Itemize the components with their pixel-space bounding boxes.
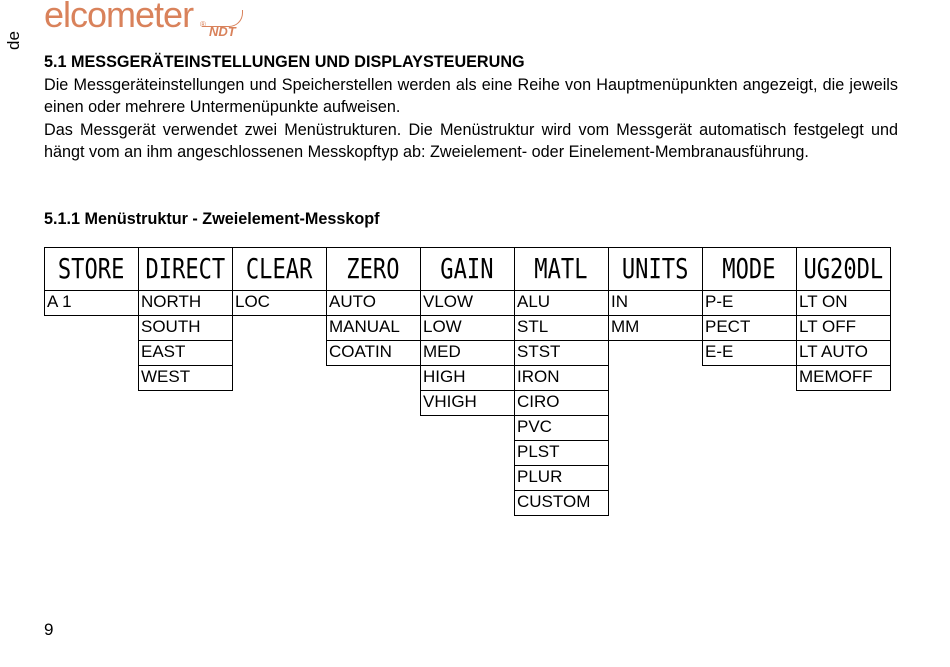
menu-header-label: CLEAR — [245, 252, 313, 286]
menu-header-direct — [138, 247, 233, 291]
menu-item-coatin: COATIN — [326, 341, 421, 366]
menu-item-vhigh: VHIGH — [420, 391, 515, 416]
menu-header-label: UNITS — [621, 252, 689, 286]
menu-item-lt-on: LT ON — [796, 291, 891, 316]
menu-header-label: ZERO — [346, 252, 400, 286]
menu-item-in: IN — [608, 291, 703, 316]
subsection-heading: 5.1.1 Menüstruktur - Zweielement-Messkopf — [44, 210, 380, 228]
menu-item-med: MED — [420, 341, 515, 366]
menu-header-label: MATL — [534, 252, 588, 286]
menu-item-plur: PLUR — [514, 466, 609, 491]
logo-wordmark: elcometer — [44, 0, 194, 35]
menu-item-manual: MANUAL — [326, 316, 421, 341]
menu-item-pvc: PVC — [514, 416, 609, 441]
menu-item-ciro: CIRO — [514, 391, 609, 416]
menu-item-iron: IRON — [514, 366, 609, 391]
menu-header-zero — [326, 247, 421, 291]
menu-header-units — [608, 247, 703, 291]
menu-header-label: STORE — [58, 252, 125, 286]
menu-item-high: HIGH — [420, 366, 515, 391]
menu-item-lt-off: LT OFF — [796, 316, 891, 341]
menu-item-lt-auto: LT AUTO — [796, 341, 891, 366]
menu-header-matl — [514, 247, 609, 291]
menu-header-clear — [232, 247, 327, 291]
menu-item-custom: CUSTOM — [514, 491, 609, 516]
menu-item-plst: PLST — [514, 441, 609, 466]
menu-item-loc: LOC — [232, 291, 327, 316]
menu-item-memoff: MEMOFF — [796, 366, 891, 391]
menu-item-low: LOW — [420, 316, 515, 341]
menu-item-e-e: E-E — [702, 341, 797, 366]
menu-item-a-1: A 1 — [44, 291, 139, 316]
menu-header-gain — [420, 247, 515, 291]
elcometer-logo — [44, 0, 244, 42]
paragraph-2: Das Messgerät verwendet zwei Menüstrukturen. Die Menüstruktur wird vom Messgerät automatisch festgelegt und hängt vom an ihm angeschlossenen Messkopftyp ab: Zweielement- oder Einelement-Membranausführung. — [44, 120, 898, 162]
menu-item-north: NORTH — [138, 291, 233, 316]
menu-item-stst: STST — [514, 341, 609, 366]
menu-header-label: UG20DL — [803, 252, 883, 286]
menu-item-stl: STL — [514, 316, 609, 341]
section-heading: 5.1 MESSGERÄTEINSTELLUNGEN UND DISPLAYSTEUERUNG — [44, 53, 525, 71]
menu-header-label: GAIN — [440, 252, 494, 286]
paragraph-1: Die Messgeräteinstellungen und Speicherstellen werden als eine Reihe von Hauptmenüpunkten angezeigt, die jeweils einen oder mehrere Untermenüpunkte aufweisen. — [44, 75, 898, 117]
logo-ndt: NDT — [209, 24, 236, 39]
menu-item-alu: ALU — [514, 291, 609, 316]
section-text — [44, 51, 898, 164]
menu-item-auto: AUTO — [326, 291, 421, 316]
menu-item-south: SOUTH — [138, 316, 233, 341]
menu-item-pect: PECT — [702, 316, 797, 341]
menu-item-vlow: VLOW — [420, 291, 515, 316]
menu-item-mm: MM — [608, 316, 703, 341]
menu-header-ug20dl — [796, 247, 891, 291]
page-number: 9 — [44, 620, 54, 639]
menu-item-west: WEST — [138, 366, 233, 391]
menu-header-mode — [702, 247, 797, 291]
menu-item-east: EAST — [138, 341, 233, 366]
language-tab: de — [4, 31, 23, 50]
menu-header-label: DIRECT — [145, 252, 225, 286]
menu-header-label: MODE — [722, 252, 776, 286]
menu-header-store — [44, 247, 139, 291]
menu-item-p-e: P-E — [702, 291, 797, 316]
logo-registered-mark: ® — [200, 20, 206, 29]
